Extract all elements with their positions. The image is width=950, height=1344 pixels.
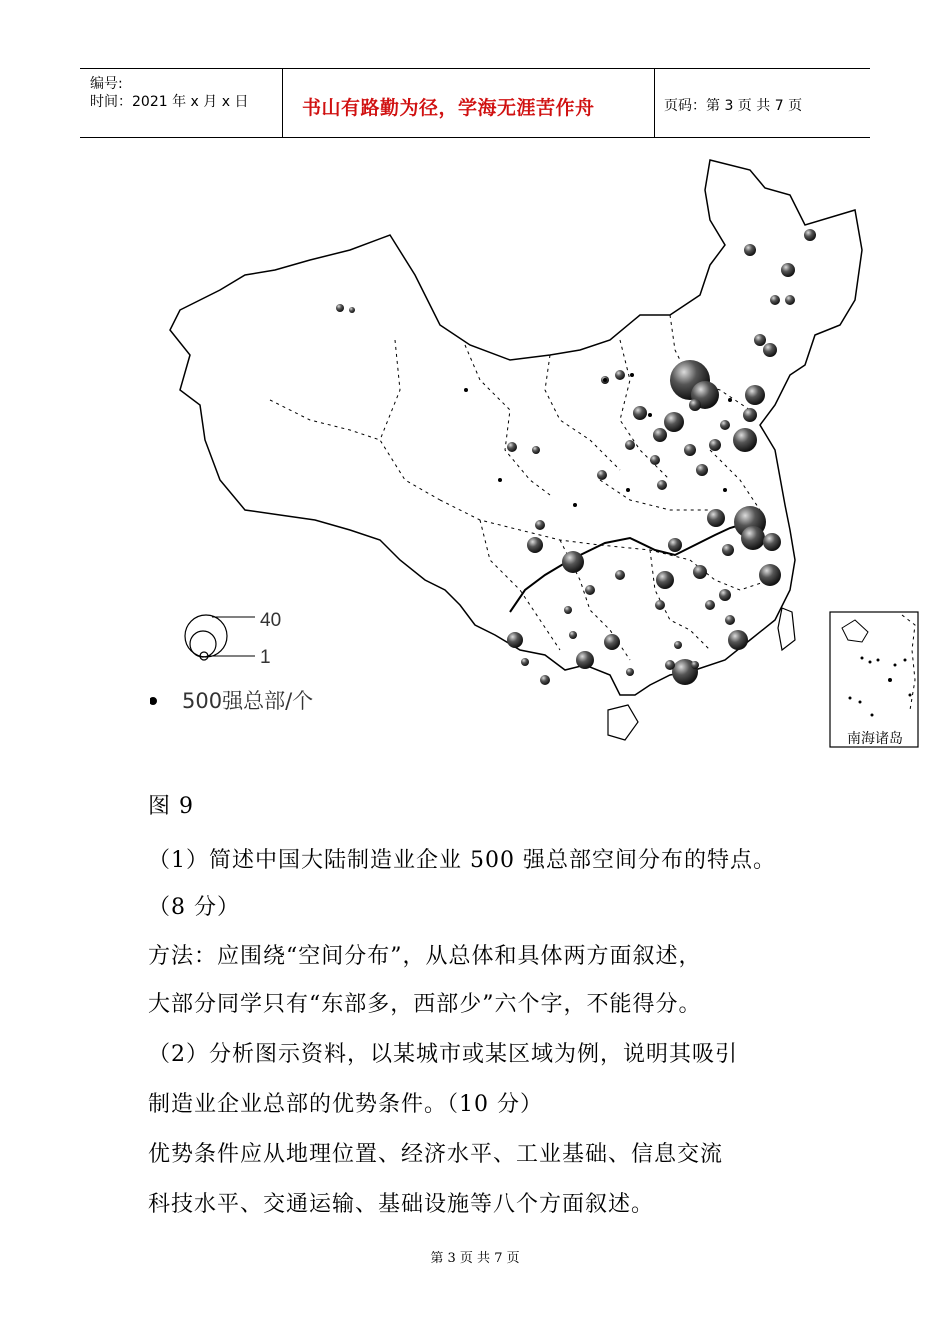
method-line-1: 方法：应围绕“空间分布”，从总体和具体两方面叙述， (148, 944, 702, 969)
hq-circle (709, 439, 721, 451)
hq-circle (719, 589, 731, 601)
hq-circle (691, 661, 699, 669)
header-info-cell (80, 69, 283, 137)
hq-circle (540, 675, 550, 685)
hq-circle (527, 537, 543, 553)
hq-circle (615, 570, 625, 580)
hainan-island (608, 705, 638, 740)
hq-circle (650, 455, 660, 465)
figure-caption: 图 9 (148, 794, 194, 819)
hq-circle (633, 406, 647, 420)
taiwan-island (778, 608, 795, 650)
question-1-score: （8 分） (148, 895, 240, 920)
question-1: （1）简述中国大陆制造业企业 500 强总部空间分布的特点。 (148, 848, 776, 873)
header-page-cell (654, 69, 870, 137)
legend (150, 610, 313, 713)
hq-circle (535, 520, 545, 530)
hq-circle (741, 526, 765, 550)
hq-circle (521, 658, 529, 666)
answer-line-1: 优势条件应从地理位置、经济水平、工业基础、信息交流 (148, 1142, 724, 1167)
hq-circle (615, 370, 625, 380)
yangtze-river (510, 522, 750, 612)
hq-circle (664, 412, 684, 432)
hq-circle (696, 464, 708, 476)
hq-circle (745, 385, 765, 405)
hq-circle (763, 343, 777, 357)
header-motto-cell (282, 69, 655, 137)
page-header (80, 68, 870, 138)
hq-circle (655, 600, 665, 610)
header-motto: 书山有路勤为径，学海无涯苦作舟 (302, 97, 595, 119)
hq-circle (532, 446, 540, 454)
hq-circle (743, 408, 757, 422)
legend-max: 40 (260, 610, 282, 631)
hq-circle (763, 533, 781, 551)
hq-circle (657, 480, 667, 490)
china-hq-map (150, 150, 930, 760)
method-line-2: 大部分同学只有“东部多，西部少”六个字，不能得分。 (148, 992, 702, 1017)
header-date: 时间：2021 年 x 月 x 日 (90, 94, 249, 110)
header-number: 编号: (90, 76, 123, 92)
hq-circle (625, 440, 635, 450)
hq-circle (585, 585, 595, 595)
hq-circle (722, 544, 734, 556)
question-2-line-2: 制造业企业总部的优势条件。（10 分） (148, 1092, 543, 1117)
hq-circle (562, 551, 584, 573)
hq-circle (349, 307, 355, 313)
hq-circle (507, 442, 517, 452)
hq-circle (656, 571, 674, 589)
hq-circle (725, 615, 735, 625)
legend-label: 500强总部/个 (182, 689, 314, 713)
hq-circle (754, 334, 766, 346)
hq-circle (665, 660, 675, 670)
hq-circle (785, 295, 795, 305)
hq-circle (728, 630, 748, 650)
hq-circle (626, 668, 634, 676)
hq-circle (707, 509, 725, 527)
answer-line-2: 科技水平、交通运输、基础设施等八个方面叙述。 (148, 1192, 655, 1217)
hq-circle (576, 651, 594, 669)
legend-dot-icon (150, 697, 157, 705)
hq-circle (336, 304, 344, 312)
hq-circle (693, 565, 707, 579)
hq-circle (804, 229, 816, 241)
hq-circle (781, 263, 795, 277)
hq-circle (744, 244, 756, 256)
hq-circle (569, 631, 577, 639)
hq-circle (674, 641, 682, 649)
hq-circle (668, 538, 682, 552)
hq-circle (720, 420, 730, 430)
hq-circle (684, 444, 696, 456)
hq-circle (604, 634, 620, 650)
hq-circle (770, 295, 780, 305)
hq-circle (564, 606, 572, 614)
inset-label: 南海诸岛 (847, 731, 903, 747)
page-footer: 第 3 页 共 7 页 (430, 1251, 520, 1266)
hq-circle (507, 632, 523, 648)
header-page-info: 页码：第 3 页 共 7 页 (664, 98, 803, 114)
hq-circles (336, 229, 816, 685)
hq-circle (597, 470, 607, 480)
south-china-sea-inset (830, 612, 918, 747)
legend-min: 1 (260, 647, 271, 668)
hq-circle (705, 600, 715, 610)
hq-circle (689, 399, 701, 411)
hq-circle (733, 428, 757, 452)
hq-circle (653, 428, 667, 442)
question-2-line-1: （2）分析图示资料，以某城市或某区域为例，说明其吸引 (148, 1042, 738, 1067)
hq-circle (759, 564, 781, 586)
